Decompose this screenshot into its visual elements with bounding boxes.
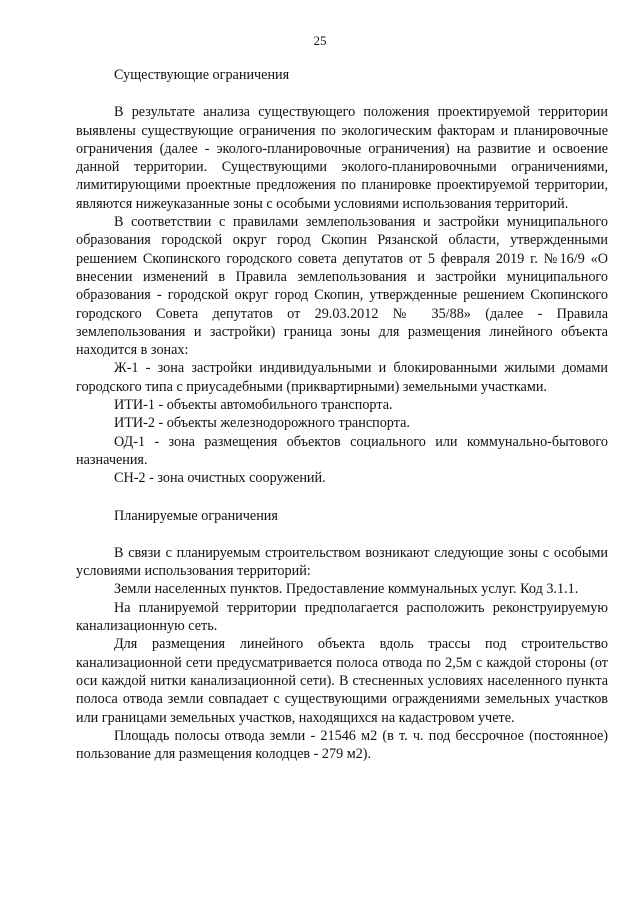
zone-item: Ж-1 - зона застройки индивидуальными и блокированными жилыми домами городского типа с приусадебными (приквартирными) земельными участками. <box>76 360 608 395</box>
paragraph: В соответствии с правилами землепользования и застройки муниципального образования городской округ город Скопин Рязанской области, утвержденными решением Скопинского городского совета депутатов от 5 февраля 2019 г. №16/9 «О внесении изменений в Правила землепользования и застройки муниципального образования - городской округ город Скопин, утвержденные решением Скопинского городского Совета депутатов от 29.03.2012 № 35/88» (далее - Правила землепользования и застройки) граница зоны для размещения линейного объекта находится в зонах: <box>76 214 608 359</box>
zone-item: СН-2 - зона очистных сооружений. <box>114 470 326 487</box>
section-title-planned: Планируемые ограничения <box>114 507 278 524</box>
zone-item: ИТИ-2 - объекты железнодорожного транспорта. <box>114 415 410 432</box>
paragraph: В связи с планируемым строительством возникают следующие зоны с особыми условиями использования территорий: <box>76 544 608 580</box>
paragraph: На планируемой территории предполагается расположить реконструируемую канализационную сеть. <box>76 599 608 635</box>
page-content <box>76 66 608 763</box>
paragraph: Площадь полосы отвода земли - 21546 м2 (в т. ч. под бессрочное (постоянное) пользование для размещения колодцев - 279 м2). <box>76 727 608 763</box>
paragraph: Для размещения линейного объекта вдоль трассы под строительство канализационной сети предусматривается полоса отвода по 2,5м с каждой стороны (от оси каждой нитки канализационной сети). В стесненных условиях населенного пункта полоса отвода земли совпадает с существующими ограждениями земельных участков или границами земельных участков, находящихся на кадастровом учете. <box>76 636 608 726</box>
page-number: 25 <box>313 33 327 48</box>
paragraph: Земли населенных пунктов. Предоставление коммунальных услуг. Код 3.1.1. <box>114 581 579 598</box>
zone-item: ИТИ-1 - объекты автомобильного транспорта. <box>114 397 393 414</box>
zone-item: ОД-1 - зона размещения объектов социального или коммунально-бытового назначения. <box>76 433 608 468</box>
spacer <box>76 488 608 507</box>
paragraph: В результате анализа существующего положения проектируемой территории выявлены существующие ограничения по экологическим факторам и планировочные ограничения (далее - эколого-планировочные ограничения) на развитие и освоение данной территории. Существующими эколого-планировочными ограничениями, лимитирующими проектные предложения по планировке проектируемой территории, являются нижеуказанные зоны с особыми условиями использования территорий. <box>76 104 608 212</box>
section-title-existing: Существующие ограничения <box>114 67 290 83</box>
